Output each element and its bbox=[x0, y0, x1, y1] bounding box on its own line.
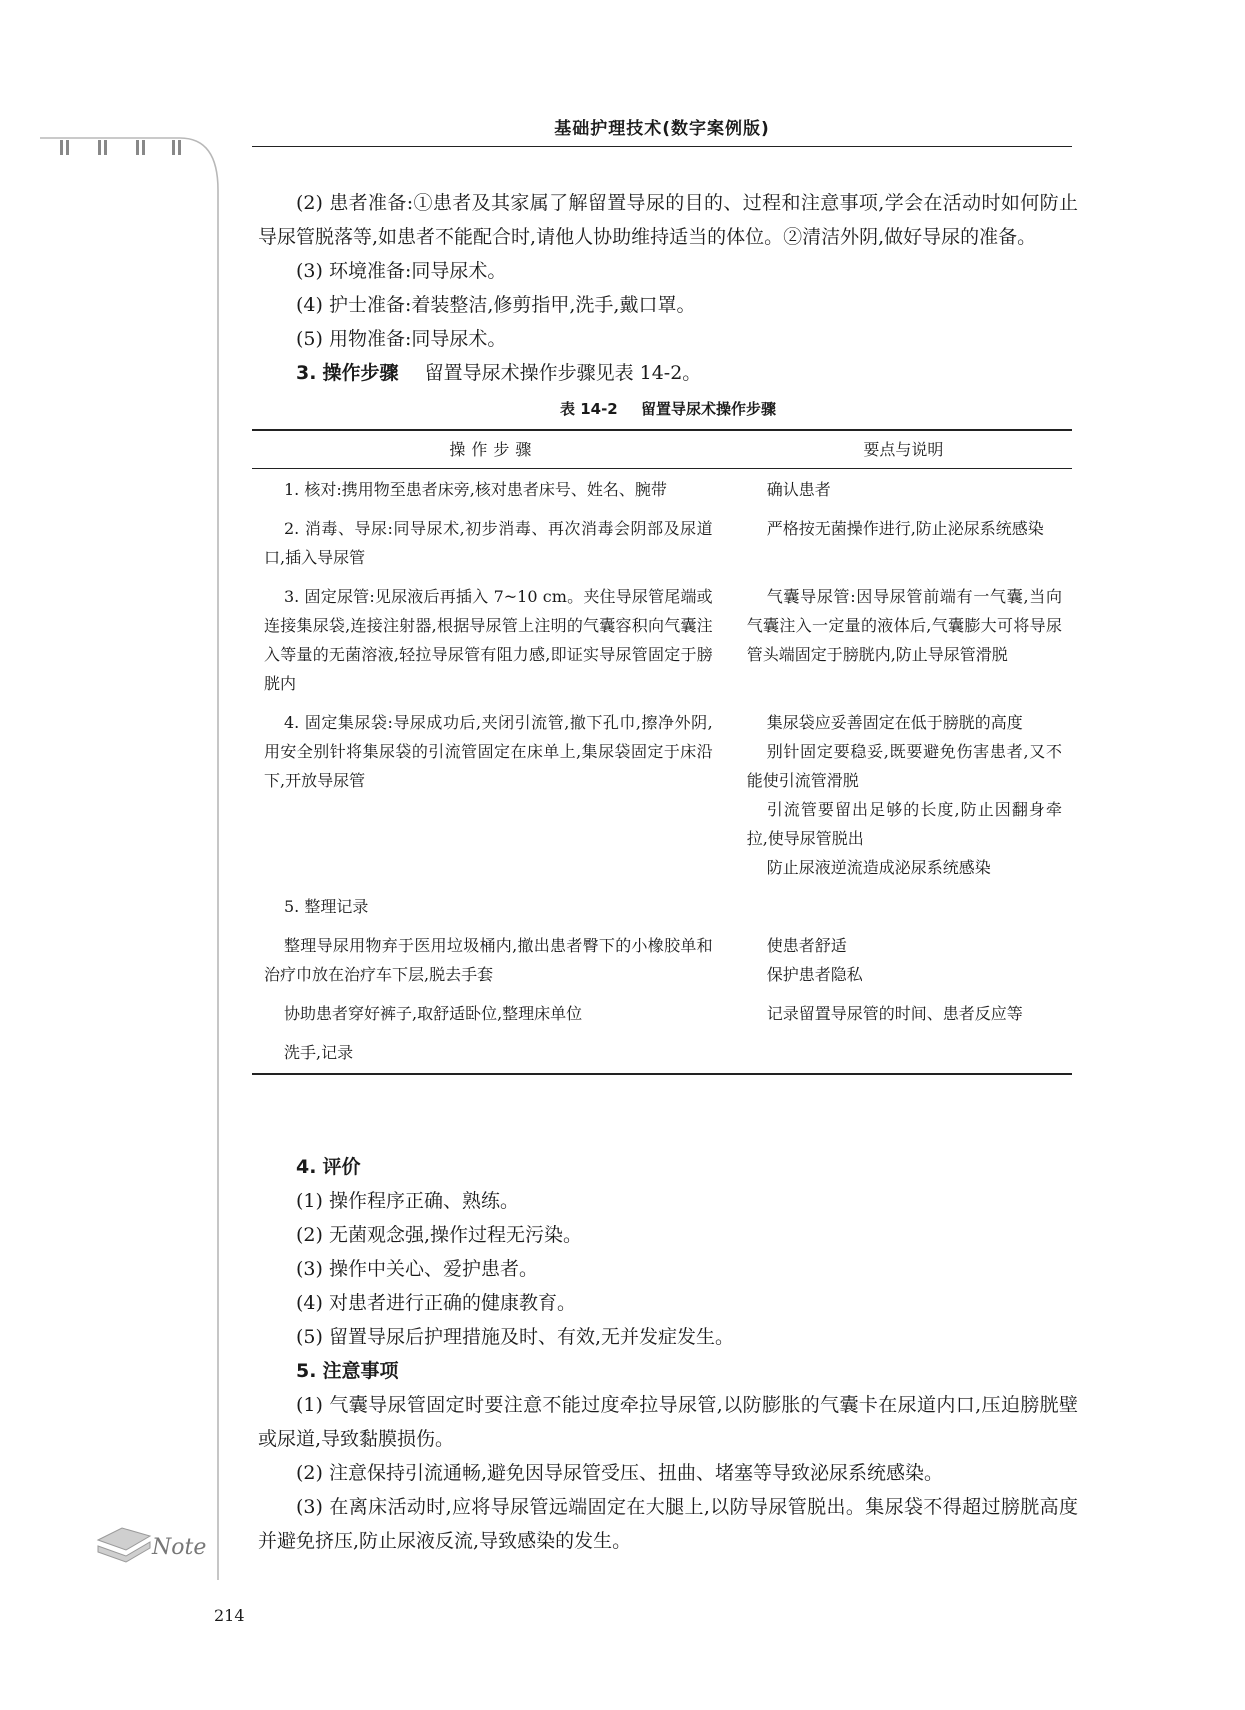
step-cell: 整理导尿用物弃于医用垃圾桶内,撤出患者臀下的小橡胶单和治疗巾放在治疗车下层,脱去手套 bbox=[264, 936, 713, 984]
caution-item: (3) 在离床活动时,应将导尿管远端固定在大腿上,以防导尿管脱出。集尿袋不得超过膀胱高度并避免挤压,防止尿液反流,导致感染的发生。 bbox=[258, 1496, 1078, 1552]
prep-supplies: (5) 用物准备:同导尿术。 bbox=[296, 328, 507, 350]
running-title: 基础护理技术(数字案例版) bbox=[554, 119, 770, 139]
steps-table bbox=[252, 429, 1072, 1075]
header-rule bbox=[252, 146, 1072, 147]
prep-patient: (2) 患者准备:①患者及其家属了解留置导尿的目的、过程和注意事项,学会在活动时如何防止导尿管脱落等,如患者不能配合时,请他人协助维持适当的体位。②清洁外阴,做好导尿的准备。 bbox=[258, 192, 1078, 248]
note-line: 别针固定要稳妥,既要避免伤害患者,又不能使引流管滑脱 bbox=[746, 742, 1062, 790]
evaluation-and-notes bbox=[258, 1150, 1078, 1558]
table-row bbox=[252, 702, 1072, 886]
note-line: 使患者舒适 bbox=[766, 936, 847, 955]
eval-item: (5) 留置导尿后护理措施及时、有效,无并发症发生。 bbox=[296, 1326, 734, 1348]
note-line: 保护患者隐私 bbox=[766, 965, 863, 984]
step-cell: 协助患者穿好裤子,取舒适卧位,整理床单位 bbox=[284, 1004, 583, 1023]
note-line: 引流管要留出足够的长度,防止因翻身牵拉,使导尿管脱出 bbox=[746, 800, 1062, 848]
note-cell: 气囊导尿管:因导尿管前端有一气囊,当向气囊注入一定量的液体后,气囊膨大可将导尿管头端固定于膀胱内,防止导尿管滑脱 bbox=[746, 587, 1062, 664]
section-3-num: 3. bbox=[296, 362, 317, 384]
table-row bbox=[252, 576, 1072, 702]
note-line: 防止尿液逆流造成泌尿系统感染 bbox=[766, 858, 991, 877]
note-line: 集尿袋应妥善固定在低于膀胱的高度 bbox=[766, 713, 1023, 732]
section-4-title: 评价 bbox=[322, 1156, 361, 1178]
step-cell: 1. 核对:携用物至患者床旁,核对患者床号、姓名、腕带 bbox=[284, 480, 667, 499]
page-number: 214 bbox=[214, 1606, 245, 1625]
eval-item: (1) 操作程序正确、熟练。 bbox=[296, 1190, 519, 1212]
caution-item: (1) 气囊导尿管固定时要注意不能过度牵拉导尿管,以防膨胀的气囊卡在尿道内口,压迫膀胱壁或尿道,导致黏膜损伤。 bbox=[258, 1394, 1078, 1450]
step-cell: 3. 固定尿管:见尿液后再插入 7~10 cm。夹住导尿管尾端或连接集尿袋,连接注射器,根据导尿管上注明的气囊容积向气囊注入等量的无菌溶液,轻拉导尿管有阻力感,即证实导尿管固定于膀胱内 bbox=[264, 587, 713, 693]
table-row bbox=[252, 508, 1072, 576]
table-caption-title: 留置导尿术操作步骤 bbox=[640, 400, 776, 418]
note-logo bbox=[92, 1510, 212, 1570]
table-row bbox=[252, 993, 1072, 1032]
note-cell: 确认患者 bbox=[766, 480, 831, 499]
section-4-num: 4. bbox=[296, 1156, 317, 1178]
step-cell: 洗手,记录 bbox=[252, 1032, 735, 1074]
note-cell-group bbox=[735, 702, 1072, 886]
table-row bbox=[252, 925, 1072, 993]
note-cell: 严格按无菌操作进行,防止泌尿系统感染 bbox=[766, 519, 1044, 538]
note-cell-empty bbox=[735, 886, 1072, 925]
section-3-heading bbox=[258, 356, 1078, 390]
eval-item: (4) 对患者进行正确的健康教育。 bbox=[296, 1292, 576, 1314]
section-4-heading bbox=[258, 1150, 1078, 1184]
table-row bbox=[252, 886, 1072, 925]
note-cell-empty bbox=[735, 1032, 1072, 1074]
note-label: Note bbox=[152, 1535, 207, 1560]
table-caption bbox=[258, 398, 1078, 419]
prep-nurse: (4) 护士准备:着装整洁,修剪指甲,洗手,戴口罩。 bbox=[296, 294, 696, 316]
table-caption-number: 表 14-2 bbox=[559, 400, 618, 418]
note-cell: 记录留置导尿管的时间、患者反应等 bbox=[766, 1004, 1023, 1023]
section-5-heading bbox=[258, 1354, 1078, 1388]
section-5-num: 5. bbox=[296, 1360, 317, 1382]
note-cell-group bbox=[735, 925, 1072, 993]
section-3-title: 操作步骤 bbox=[322, 362, 399, 384]
table-row bbox=[252, 1032, 1072, 1074]
eval-item: (3) 操作中关心、爱护患者。 bbox=[296, 1258, 538, 1280]
step-cell: 2. 消毒、导尿:同导尿术,初步消毒、再次消毒会阴部及尿道口,插入导尿管 bbox=[264, 519, 713, 567]
table-header-row bbox=[252, 430, 1072, 469]
header-steps: 操作步骤 bbox=[252, 430, 735, 469]
main-content bbox=[258, 186, 1078, 1075]
header-notes: 要点与说明 bbox=[735, 430, 1072, 469]
eval-item: (2) 无菌观念强,操作过程无污染。 bbox=[296, 1224, 582, 1246]
step-cell: 4. 固定集尿袋:导尿成功后,夹闭引流管,撤下孔巾,擦净外阴,用安全别针将集尿袋的引流管固定在床单上,集尿袋固定于床沿下,开放导尿管 bbox=[264, 713, 713, 790]
step-cell: 5. 整理记录 bbox=[284, 897, 369, 916]
section-5-title: 注意事项 bbox=[322, 1360, 399, 1382]
section-3-text: 留置导尿术操作步骤见表 14-2。 bbox=[424, 362, 702, 384]
caution-item: (2) 注意保持引流通畅,避免因导尿管受压、扭曲、堵塞等导致泌尿系统感染。 bbox=[296, 1462, 943, 1484]
prep-environment: (3) 环境准备:同导尿术。 bbox=[296, 260, 507, 282]
margin-curve-line bbox=[0, 130, 240, 1710]
table-row bbox=[252, 469, 1072, 509]
